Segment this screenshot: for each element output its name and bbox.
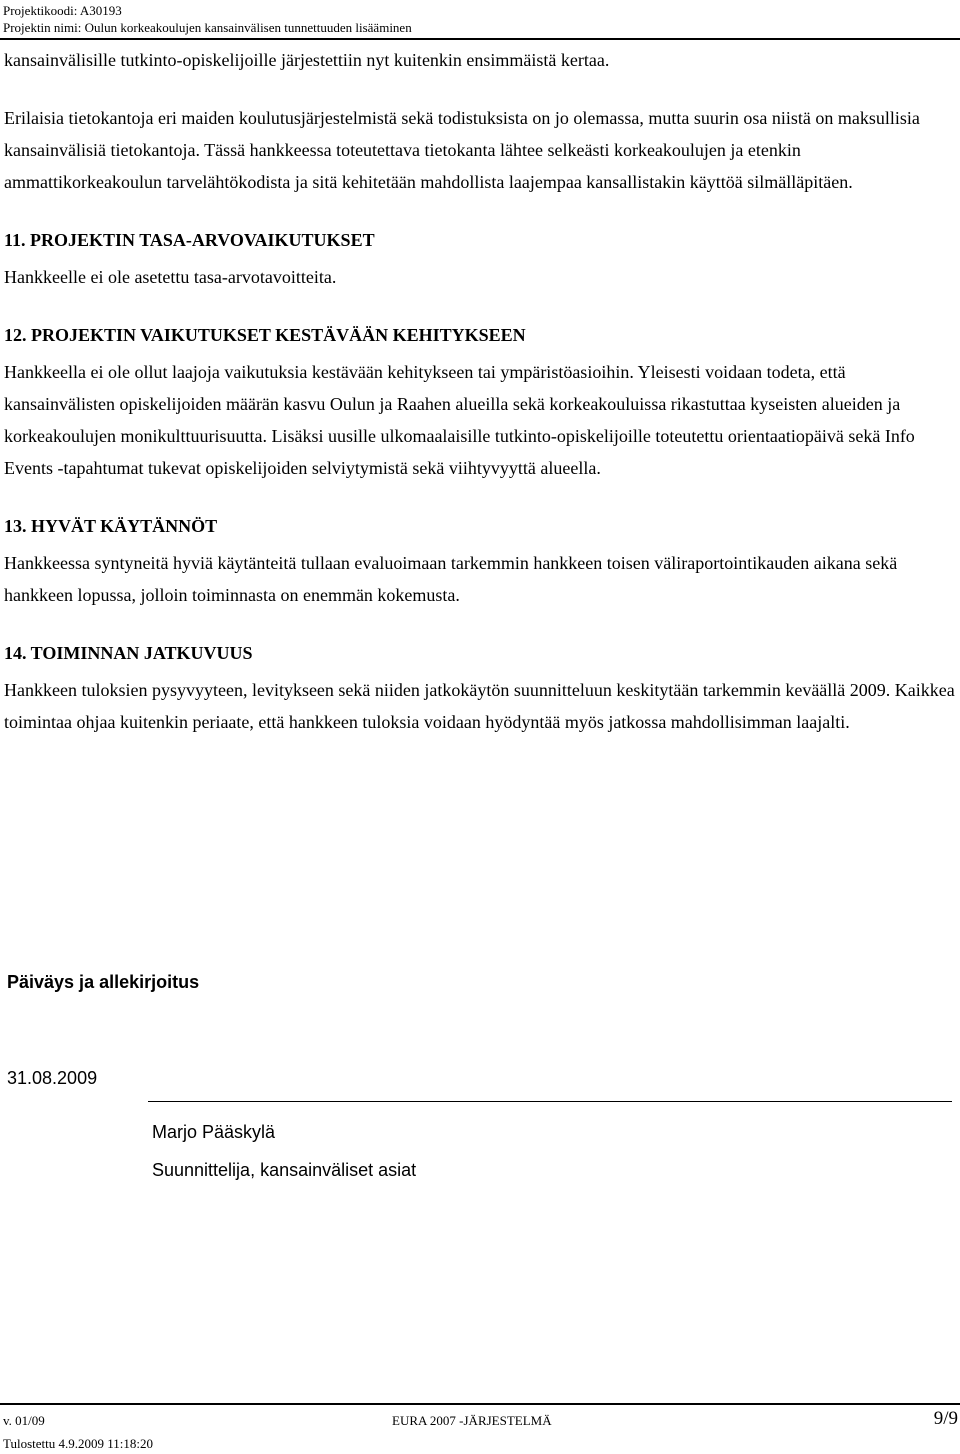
footer-divider: [0, 1403, 960, 1405]
footer-system: EURA 2007 -JÄRJESTELMÄ: [392, 1413, 552, 1428]
section-text-11: Hankkeelle ei ole asetettu tasa-arvotavoitteita.: [4, 267, 337, 287]
page-header: [3, 2, 412, 36]
section-text-13: Hankkeessa syntyneitä hyviä käytänteitä tullaan evaluoimaan tarkemmin hankkeen toisen väliraportointikauden aikana sekä hankkeen lopussa, jolloin toiminnasta on enemmän kokemusta.: [4, 553, 898, 605]
page-number: 9/9: [933, 1408, 958, 1429]
section-text-12: Hankkeella ei ole ollut laajoja vaikutuksia kestävään kehitykseen tai ympäristöasioihin. Yleisesti voidaan todeta, että kansainvälisten opiskelijoiden määrän kasvu Oulun ja Raahen alueilla sekä korkeakouluissa rikastuttaa kyseisten alueiden ja korkeakoulujen monikulttuurisuutta. Lisäksi uusille ulkomaalaisille tutkinto-opiskelijoille toteutettu orientaatiopäivä sekä Info Events -tapahtumat tukevat opiskelijoiden selviytymistä sekä viihtyvyyttä alueella.: [4, 362, 915, 478]
project-name: Projektin nimi: Oulun korkeakoulujen kansainvälisen tunnettuuden lisääminen: [3, 20, 412, 35]
signature-date: 31.08.2009: [7, 1068, 98, 1088]
section-heading-12: 12. PROJEKTIN VAIKUTUKSET KESTÄVÄÄN KEHITYKSEEN: [4, 325, 526, 345]
document-body: [4, 44, 958, 764]
signature-title: Päiväys ja allekirjoitus: [7, 972, 200, 992]
header-divider: [0, 38, 960, 40]
section-heading-14: 14. TOIMINNAN JATKUVUUS: [4, 643, 253, 663]
footer-version: v. 01/09: [3, 1413, 45, 1428]
project-code: Projektikoodi: A30193: [3, 3, 122, 18]
section-text-14: Hankkeen tuloksien pysyvyyteen, levitykseen sekä niiden jatkokäytön suunnitteluun keskitytään tarkemmin keväällä 2009. Kaikkea toimintaa ohjaa kuitenkin periaate, että hankkeen tuloksia voidaan hyödyntää myös jatkossa mahdollisimman laajalti.: [4, 680, 955, 732]
signer-name: Marjo Pääskylä: [152, 1122, 276, 1142]
signer-role: Suunnittelija, kansainväliset asiat: [152, 1160, 417, 1180]
section-heading-13: 13. HYVÄT KÄYTÄNNÖT: [4, 516, 218, 536]
intro-paragraph: kansainvälisille tutkinto-opiskelijoille järjestettiin nyt kuitenkin ensimmäistä kertaa.: [4, 50, 610, 70]
signature-line: [148, 1101, 952, 1102]
database-paragraph: Erilaisia tietokantoja eri maiden koulutusjärjestelmistä sekä todistuksista on jo olemassa, mutta suurin osa niistä on maksullisia kansainvälisiä tietokantoja. Tässä hankkeessa toteutettava tietokanta lähtee selkeästi korkeakoulujen ja etenkin ammattikorkeakoulun tarvelähtökodista ja sitä kehitetään mahdollista laajempaa kansallistakin käyttöä silmälläpitäen.: [4, 108, 920, 192]
footer-printed: Tulostettu 4.9.2009 11:18:20: [3, 1436, 154, 1451]
section-heading-11: 11. PROJEKTIN TASA-ARVOVAIKUTUKSET: [4, 230, 375, 250]
